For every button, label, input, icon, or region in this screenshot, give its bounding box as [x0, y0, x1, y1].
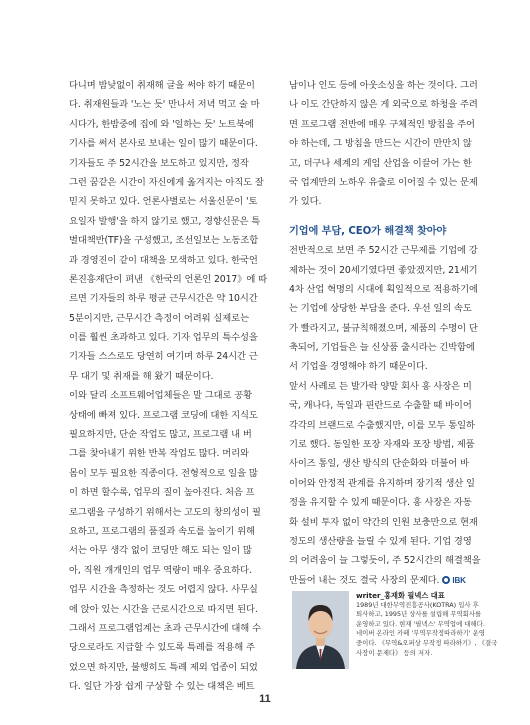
- section-heading: 기업에 부담, CEO가 해결책 찾아야: [289, 225, 447, 237]
- text-line: 제하는 것이 20세기였다면 좋았겠지만, 21세기: [289, 264, 478, 276]
- text-line: 국 업계만의 노하우 유출로 이어질 수 있는 문제: [289, 176, 478, 188]
- left-text-column: [69, 76, 277, 697]
- text-line: 필요하지만, 단순 작업도 많고, 프로그램 내 버: [69, 429, 252, 441]
- text-line: 시다가, 한밤중에 집에 와 '일하는 듯' 노트북에: [69, 118, 254, 130]
- text-line: 고, 더구나 세계의 게임 산업을 이끌어 가는 한: [289, 157, 472, 169]
- text-line: 정도의 생산량을 늘릴 수 있게 된다. 기업 경영: [289, 535, 472, 547]
- text-line: 는 기업에 상당한 부담을 준다. 우선 일의 속도: [289, 303, 472, 315]
- text-line: 기사를 써서 본사로 보내는 일이 많기 때문이다.: [69, 138, 258, 150]
- text-line: 당으로라도 지급할 수 있도록 특례를 적용해 주: [69, 642, 255, 654]
- text-line: 의 어려움이 늘 그렇듯이, 주 52시간의 해결책을: [289, 555, 481, 567]
- text-line: 그런 꿈같은 시간이 자신에게 옮겨지는 아직도 잘: [69, 176, 264, 188]
- text-line: 로그램을 구성하기 위해서는 고도의 창의성이 필: [69, 506, 261, 518]
- writer-photo: [292, 591, 349, 669]
- ibk-logo-text: IBK: [452, 575, 466, 585]
- text-line: 다. 일단 가장 쉽게 구상할 수 있는 대책은 베트: [69, 681, 255, 693]
- text-line: 만들어 내는 것도 결국 사장의 문제다.: [289, 574, 440, 586]
- text-line: 이와 달리 소프트웨어업체들은 말 그대로 공황: [69, 390, 253, 402]
- text-line: 이를 훨씬 초과하고 있다. 기자 업무의 특수성을: [69, 332, 258, 344]
- text-line: 무 대기 및 취재를 해 왔기 때문이다.: [69, 370, 214, 382]
- text-line: 전반적으로 보면 주 52시간 근무제를 기업에 강: [289, 245, 478, 257]
- text-line: 서는 아무 생각 없이 코딩만 해도 되는 일이 많: [69, 545, 252, 557]
- text-line: 별대책반(TF)을 구성했고, 조선일보는 노동조합: [69, 235, 259, 247]
- portrait-icon: [292, 591, 349, 669]
- text-line: 기자들도 주 52시간을 보도하고 있지만, 정작: [69, 157, 249, 169]
- text-line: 5분이지만, 근무시간 측정이 어려워 실제로는: [69, 312, 249, 324]
- text-line: 요하고, 프로그램의 품질과 속도를 높이기 위해: [69, 525, 255, 537]
- ibk-logo: [442, 571, 465, 590]
- bio-line: 퇴사하고, 1995년 상사를 설립해 무역회사를: [356, 610, 482, 619]
- right-text-column: [289, 76, 501, 590]
- text-line: 이어와 안정적 관계를 유지하며 장기적 생산 일: [289, 477, 475, 489]
- ibk-logo-icon: [442, 576, 450, 584]
- text-line: 각각의 브랜드로 수출했지만, 이를 모두 통일하: [289, 419, 475, 431]
- bio-line: 사장이 문제다》 등의 저자.: [356, 648, 433, 657]
- text-line: 서 기업을 경영해야 하기 때문이다.: [289, 361, 428, 373]
- text-line: 상태에 빠져 있다. 프로그램 코딩에 대한 지식도: [69, 409, 258, 421]
- text-line: 4차 산업 혁명의 시대에 획일적으로 적용하기에: [289, 283, 478, 295]
- text-line: 에 앉아 있는 시간을 근로시간으로 따지면 된다.: [69, 603, 258, 615]
- writer-box: [292, 591, 502, 687]
- bio-line: 1989년 대한무역진흥공사(KOTRA) 입사 후: [356, 600, 479, 609]
- text-line: 몸이 모두 필요한 직종이다. 전형적으로 일을 많: [69, 467, 258, 479]
- text-line: 업무 시간을 측정하는 것도 어렵지 않다. 사무실: [69, 584, 258, 596]
- text-line: 국, 캐나다, 독일과 핀란드로 수출할 때 바이어: [289, 400, 472, 412]
- text-line: 면 프로그램 전반에 매우 구체적인 방침을 주어: [289, 118, 475, 130]
- text-line: 르면 기자들의 하루 평균 근무시간은 약 10시간: [69, 293, 258, 305]
- text-line: 남이나 인도 등에 아웃소싱을 하는 것이다. 그러: [289, 80, 478, 91]
- right-column-top-text: [289, 76, 501, 212]
- bio-line: 네이버 온라인 카페 '무역무작정따라하기' 운영: [356, 629, 485, 638]
- text-line: 나 이도 간단하지 않은 게 외국으로 하청을 주려: [289, 99, 478, 111]
- bio-line: 운영하고 있다. 현재 '필넥스' 무역업에 대해다.: [356, 619, 485, 628]
- text-line: 그래서 프로그램업계는 초과 근무시간에 대해 수: [69, 622, 261, 634]
- text-line: 앞서 사례로 든 발가락 양말 회사 홍 사장은 미: [289, 380, 472, 392]
- writer-bio: [356, 591, 502, 658]
- text-line: 야 하는데, 그 방침을 만드는 시간이 만만치 않: [289, 138, 472, 150]
- writer-bio-lines: [356, 601, 502, 659]
- text-line: 었으면 하지만, 불행히도 특례 제외 업종이 되었: [69, 661, 258, 673]
- right-column-bottom-text: [289, 241, 501, 590]
- text-line: 이 하면 할수록, 업무의 질이 높아진다. 처음 프: [69, 487, 255, 499]
- text-line: 과 경영진이 같이 대책을 모색하고 있다. 한국언: [69, 254, 258, 266]
- bio-line: 중이다. 《무역&오퍼상 무작정 따라하기》, 《결국: [356, 638, 498, 647]
- writer-title: writer_홍재화 필넥스 대표: [356, 591, 445, 600]
- text-line: 가 빨라지고, 불규칙해졌으며, 제품의 수명이 단: [289, 322, 478, 334]
- text-line: 정을 유지할 수 있게 때문이다. 홍 사장은 자동: [289, 497, 472, 509]
- text-line: 그를 찾아내기 위한 반복 작업도 많다. 머리와: [69, 448, 249, 460]
- last-line-with-logo: [289, 571, 501, 590]
- page-number: 11: [259, 693, 271, 705]
- text-line: 다니며 밤낮없이 취재해 글을 써야 하기 때문이: [69, 80, 255, 91]
- text-line: 기로 했다. 동일한 포장 자재와 포장 방법, 제품: [289, 439, 475, 451]
- text-line: 사이즈 통일, 생산 방식의 단순화와 더불어 바: [289, 458, 469, 470]
- text-line: 축되어, 기업들은 늘 신상품 출시라는 긴박함에: [289, 342, 475, 354]
- text-line: 가 있다.: [289, 196, 322, 208]
- text-line: 믿지 못하고 있다. 언론사별로는 서울신문이 '토: [69, 196, 258, 208]
- text-line: 요일자 발행'을 하지 않기로 했고, 경향신문은 특: [69, 215, 261, 227]
- text-line: 론진흥재단이 펴낸 《한국의 언론인 2017》에 따: [69, 273, 268, 285]
- text-line: 아, 직원 개개인의 업무 역량이 매우 중요하다.: [69, 564, 252, 576]
- text-line: 화 설비 투자 없이 약간의 인원 보충만으로 현재: [289, 516, 478, 528]
- text-line: 다. 취재원들과 '노는 듯' 만나서 저녁 먹고 술 마: [69, 99, 260, 111]
- text-line: 기자들 스스로도 당연히 여기며 하루 24시간 근: [69, 351, 258, 363]
